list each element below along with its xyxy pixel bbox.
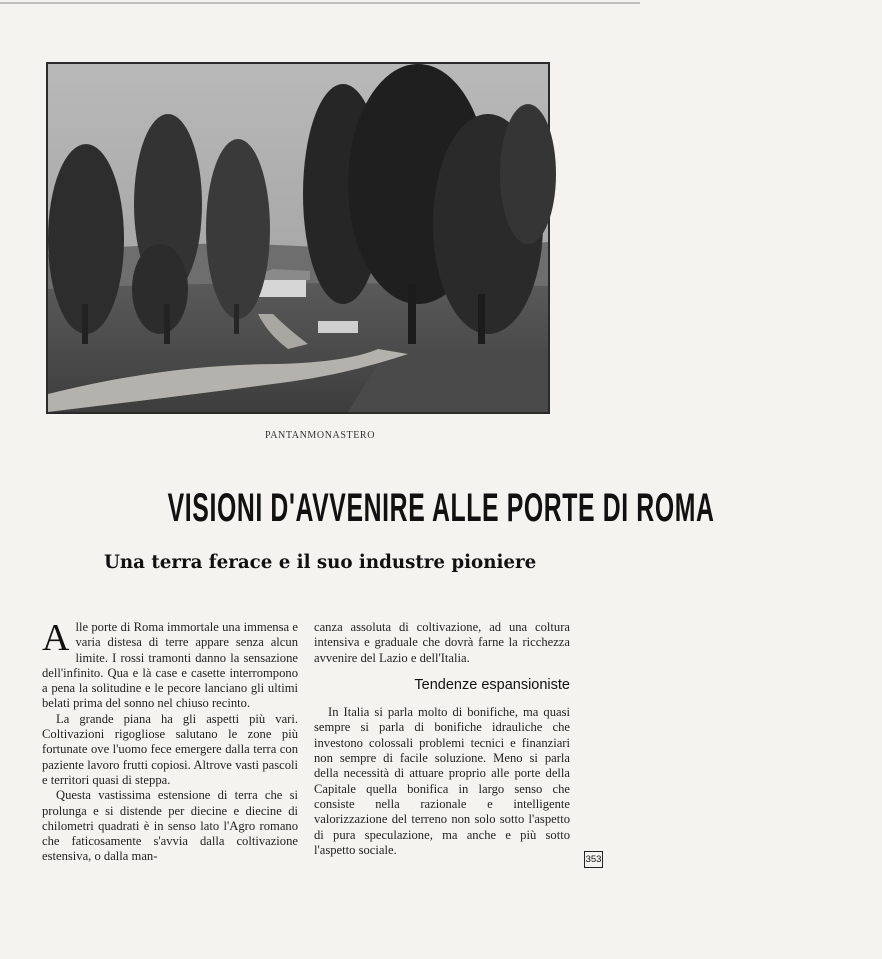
paragraph-continuation: canza assoluta di coltivazione, ad una coltura intensiva e graduale che dovrà farne la ricchezza avvenire del Lazio e dell'Italia. <box>314 620 570 665</box>
paragraph: Questa vastissima estensione di terra che si prolunga e si distende per diecine e diecine di chilometri quadrati è in senso lato l'Agro romano che faticosamente s'avvia dalla coltivazione estensiva, o dalla man- <box>42 788 298 864</box>
top-rule <box>0 2 640 4</box>
subtitle-text: Una terra ferace e il suo industre pioniere <box>103 551 537 573</box>
article-subtitle <box>0 551 640 573</box>
landscape-photo-image <box>48 64 548 412</box>
column-left <box>42 617 298 865</box>
paragraph: La grande piana ha gli aspetti più vari. Coltivazioni rigogliose salutano le zone più fortunate ove l'uomo fece emergere dalla terra con paziente lavoro frutti copiosi. Altrove vasti pascoli e territori quasi di steppa. <box>42 711 298 787</box>
column-right <box>314 620 570 858</box>
photo-pantanmonastero <box>46 62 550 414</box>
paragraph: lle porte di Roma immortale una immensa e varia distesa di terre appare senza alcun limite. I rossi tramonti danno la sensazione dell'infinito. Qua e là case e casette interrompono a pena la solitudine e le pecore lanciano gli ultimi belati prima del sonno nel chiuso recinto. <box>42 620 298 711</box>
page-number: 353 <box>584 851 603 868</box>
section-heading: Tendenze espansioniste <box>414 676 570 693</box>
photo-caption: PANTANMONASTERO <box>264 430 376 441</box>
paragraph: In Italia si parla molto di bonifiche, ma quasi sempre si parla di bonifiche idrauliche che investono colossali problemi tecnici e finanziari non sempre di facile soluzione. Meno si parla della necessità di attuare proprio alle porte della Capitale quella bonifica in largo senso che consiste nella razionale e intelligente valorizzazione del terreno non solo sotto l'aspetto di pura speculazione, ma anche e più sotto l'aspetto sociale. <box>314 705 570 857</box>
headline-text: VISIONI D'AVVENIRE ALLE PORTE DI ROMA <box>167 486 715 530</box>
drop-cap: A <box>42 617 70 659</box>
article-headline <box>0 484 715 532</box>
